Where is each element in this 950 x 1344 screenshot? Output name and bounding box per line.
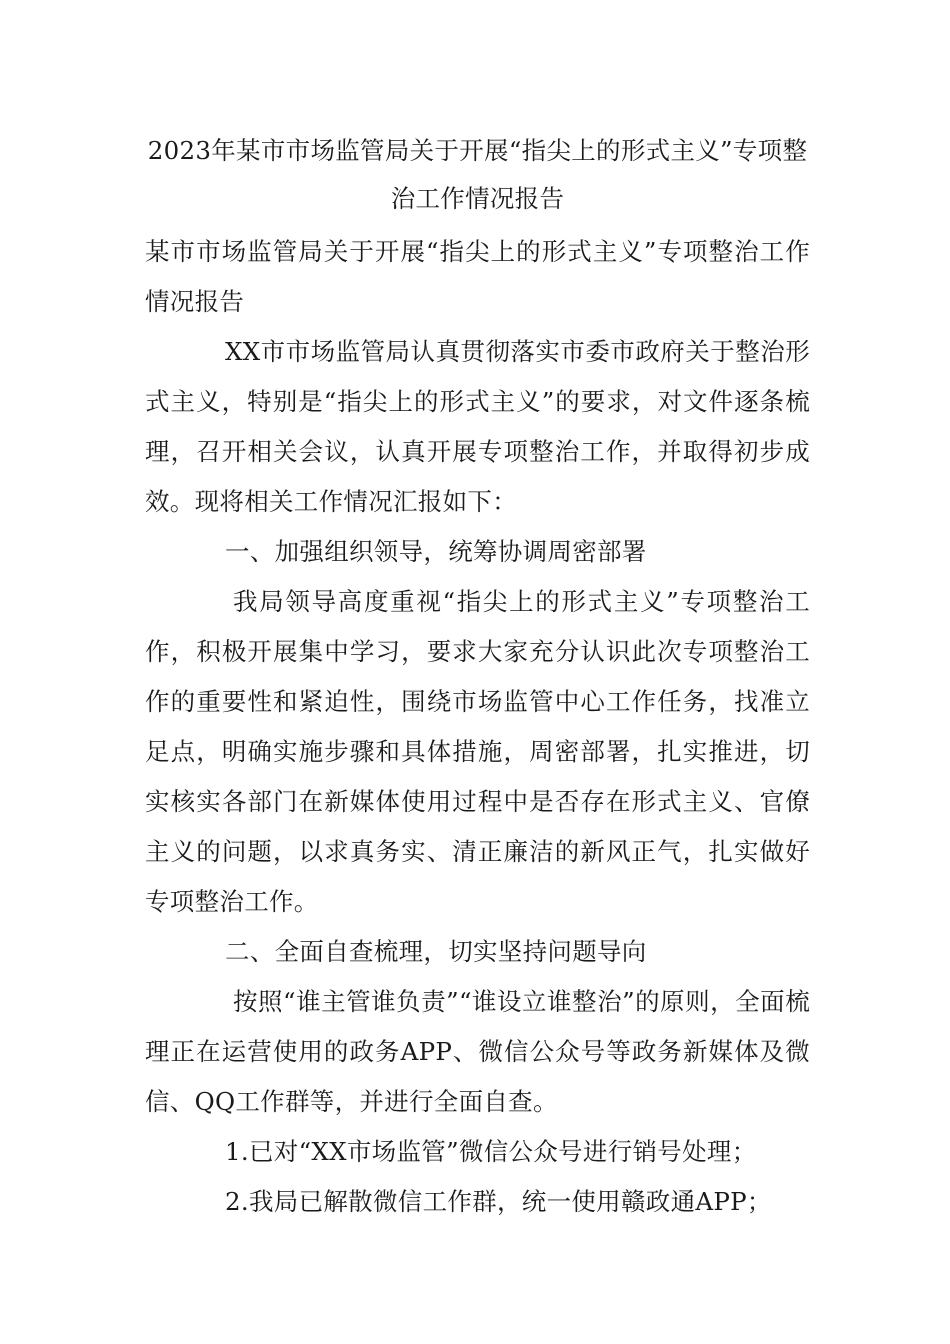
document-body	[145, 127, 810, 1227]
document-subtitle: 某市市场监管局关于开展“指尖上的形式主义”专项整治工作情况报告	[145, 237, 810, 316]
list-item-1: 1.已对“XX市场监管”微信公众号进行销号处理；	[225, 1137, 757, 1166]
list-item-2: 2.我局已解散微信工作群，统一使用赣政通APP；	[225, 1187, 772, 1216]
section-2-paragraph: 按照“谁主管谁负责”“谁设立谁整治”的原则，全面梳理正在运营使用的政务APP、微信公众号等政务新媒体及微信、QQ工作群等，并进行全面自查。	[145, 987, 810, 1116]
section-1-heading: 一、加强组织领导，统筹协调周密部署	[225, 537, 647, 566]
intro-paragraph: XX市市场监管局认真贯彻落实市委市政府关于整治形式主义，特别是“指尖上的形式主义”的要求，对文件逐条梳理，召开相关会议，认真开展专项整治工作，并取得初步成效。现将相关工作情况汇报如下：	[145, 337, 810, 516]
document-title: 2023年某市市场监管局关于开展“指尖上的形式主义”专项整治工作情况报告	[147, 136, 808, 213]
section-1-paragraph: 我局领导高度重视“指尖上的形式主义”专项整治工作，积极开展集中学习，要求大家充分认识此次专项整治工作的重要性和紧迫性，围绕市场监管中心工作任务，找准立足点，明确实施步骤和具体措施，周密部署，扎实推进，切实核实各部门在新媒体使用过程中是否存在形式主义、官僚主义的问题，以求真务实、清正廉洁的新风正气，扎实做好专项整治工作。	[145, 587, 810, 916]
section-2-heading: 二、全面自查梳理，切实坚持问题导向	[225, 937, 647, 966]
